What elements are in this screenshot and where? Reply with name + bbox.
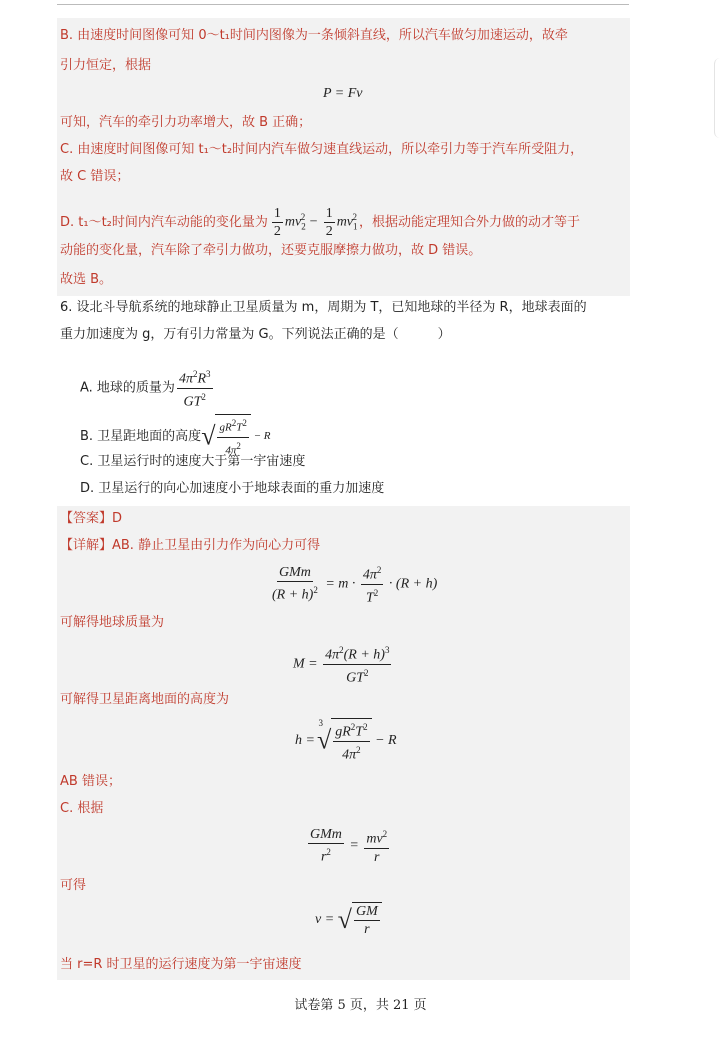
- solution-d-pre: D. t₁～t₂时间内汽车动能的变化量为: [60, 215, 268, 230]
- question-line1: 6. 设北斗导航系统的地球静止卫星质量为 m，周期为 T，已知地球的半径为 R，地球表面的: [60, 300, 587, 315]
- solution-b-line1: B. 由速度时间图像可知 0～t₁时间内图像为一条倾斜直线，所以汽车做匀加速运动，故牵: [60, 28, 568, 43]
- option-b-text: B. 卫星距地面的高度: [80, 429, 202, 445]
- solution-b-line3: 可知，汽车的牵引力功率增大，故 B 正确；: [60, 115, 312, 130]
- solution-d-post: ，根据动能定理知合外力做的动才等于: [359, 215, 581, 230]
- gravity-centripetal-formula: $\frac{\text{GMm}}{(R + h)^2}$ = m · $\frac{4\pi^2}{T^2}$ · (R + h): [268, 562, 437, 606]
- solution-c-line2: 故 C 错误；: [60, 169, 130, 184]
- circular-motion-formula: $\frac{\text{GMm}}{r^2}$ = $\frac{mv^2}{r}$: [310, 827, 388, 865]
- c-intro: C. 根据: [60, 801, 104, 816]
- height-intro: 可解得卫星距离地面的高度为: [60, 692, 230, 707]
- solution-b-line2: 引力恒定，根据: [60, 58, 152, 73]
- height-formula: h = $^3$√ $\frac{gR^2T^2}{4\pi^2}$ − R: [295, 718, 397, 763]
- last-line: 当 r=R 时卫星的运行速度为第一宇宙速度: [60, 957, 302, 972]
- option-c: C. 卫星运行时的速度大于第一宇宙速度: [80, 454, 306, 469]
- solution-d-line1: [60, 205, 580, 240]
- option-d: D. 卫星运行的向心加速度小于地球表面的重力加速度: [80, 481, 385, 496]
- option-a-formula: $\frac{4\pi^2R^3}{GT^2}$: [175, 366, 215, 410]
- ab-wrong: AB 错误；: [60, 774, 121, 789]
- question-line2: 重力加速度为 g，万有引力常量为 G。下列说法正确的是（ ）: [60, 327, 451, 342]
- mass-intro: 可解得地球质量为: [60, 615, 165, 630]
- conclusion-line: 故选 B。: [60, 272, 113, 287]
- power-formula: P = Fv: [323, 86, 363, 101]
- solution-d-line2: 动能的变化量，汽车除了牵引力做功，还要克服摩擦力做功，故 D 错误。: [60, 243, 482, 258]
- option-a-text: A. 地球的质量为: [80, 380, 175, 396]
- kinetic-energy-change-formula: $\frac{1}{2}$ $mv_2^2$ − $\frac{1}{2}$ $mv_1^2$: [273, 206, 358, 239]
- earth-mass-formula: M = $\frac{4\pi^2(R + h)^3}{GT^2}$: [293, 642, 393, 686]
- answer-label: 【答案】D: [60, 511, 123, 526]
- velocity-formula: v = √ $\frac{GM}{r}$: [315, 902, 382, 938]
- top-rule: [57, 4, 629, 5]
- option-a: [80, 366, 215, 410]
- option-b-formula: √ $\frac{gR^2T^2}{4\pi^2}$ − R: [201, 414, 270, 459]
- obtain-line: 可得: [60, 878, 87, 893]
- detail-intro: 【详解】AB. 静止卫星由引力作为向心力可得: [60, 538, 321, 553]
- page-footer: 试卷第 5 页，共 21 页: [294, 998, 427, 1013]
- scroll-edge: [714, 58, 721, 138]
- solution-c-line1: C. 由速度时间图像可知 t₁～t₂时间内汽车做匀速直线运动，所以牵引力等于汽车所受阻力，: [60, 142, 584, 157]
